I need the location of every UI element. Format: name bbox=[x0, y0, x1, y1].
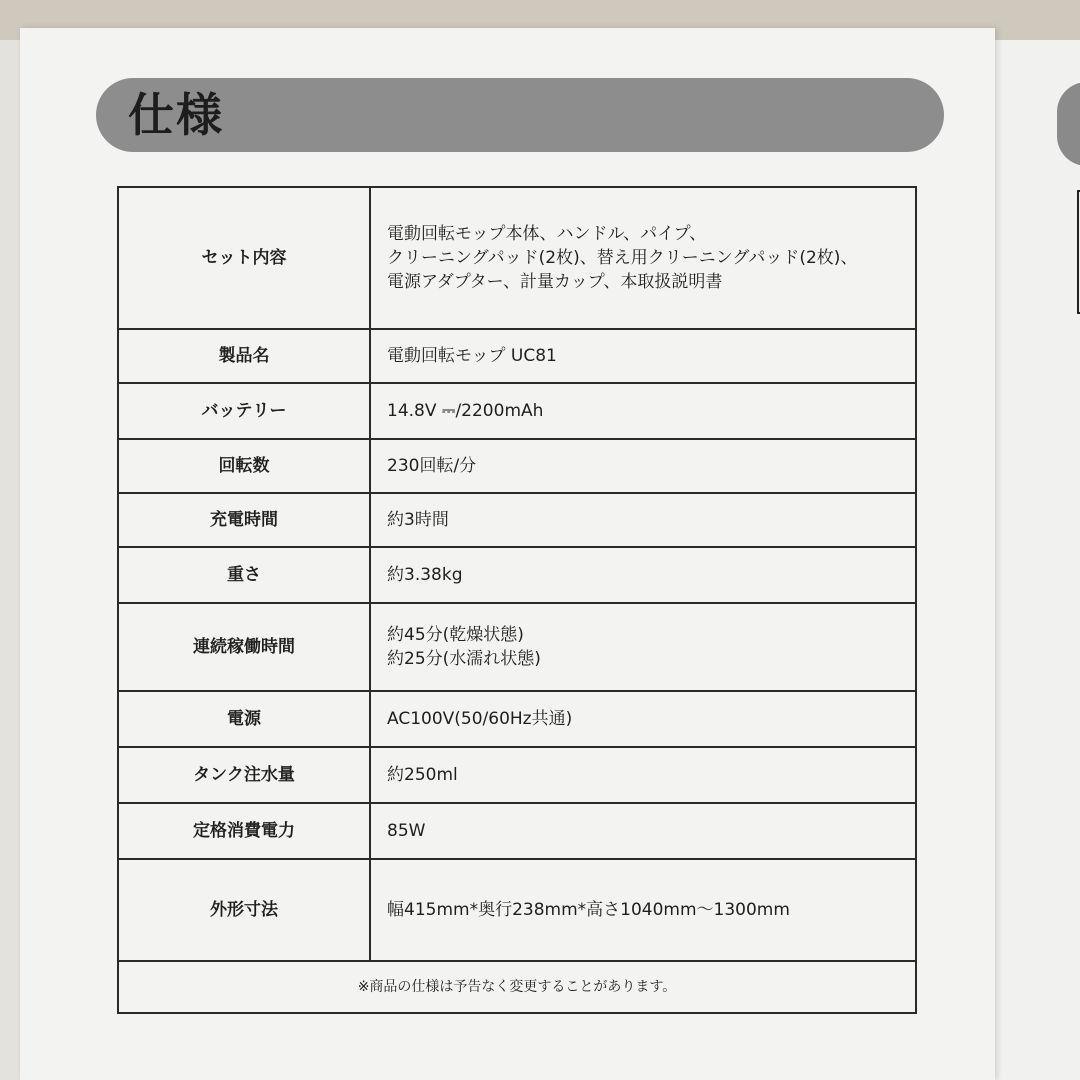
spec-value-line: クリーニングパッド(2枚)、替え用クリーニングパッド(2枚)、 bbox=[387, 248, 858, 268]
spec-label: セット内容 bbox=[118, 187, 370, 329]
spec-label: 連続稼働時間 bbox=[118, 603, 370, 691]
spec-value-line: 約3.38kg bbox=[387, 565, 463, 585]
spec-row-note bbox=[118, 961, 916, 1013]
spec-value-line: 230回転/分 bbox=[387, 456, 477, 476]
spec-label: 電源 bbox=[118, 691, 370, 747]
spec-value-line: 14.8V ⎓/2200mAh bbox=[387, 401, 544, 421]
spec-value-line: 電動回転モップ UC81 bbox=[387, 346, 557, 366]
spec-row-tank-capacity bbox=[118, 747, 916, 803]
spec-label: バッテリー bbox=[118, 383, 370, 439]
spec-label: タンク注水量 bbox=[118, 747, 370, 803]
facing-page bbox=[980, 40, 1080, 1080]
spec-label: 製品名 bbox=[118, 329, 370, 383]
spec-label: 外形寸法 bbox=[118, 859, 370, 961]
page-title: 仕様 bbox=[128, 88, 224, 142]
spec-label: 回転数 bbox=[118, 439, 370, 493]
spec-value bbox=[370, 603, 916, 691]
spec-value-line: 85W bbox=[387, 821, 426, 841]
spec-value bbox=[370, 493, 916, 547]
spec-table bbox=[117, 186, 917, 1014]
spec-row-set-contents bbox=[118, 187, 916, 329]
spec-row-weight bbox=[118, 547, 916, 603]
spec-label: 充電時間 bbox=[118, 493, 370, 547]
spec-label: 重さ bbox=[118, 547, 370, 603]
spec-row-charge-time bbox=[118, 493, 916, 547]
spec-value-line: 約45分(乾燥状態) bbox=[387, 625, 524, 645]
spec-value bbox=[370, 859, 916, 961]
spec-note: ※商品の仕様は予告なく変更することがあります。 bbox=[118, 961, 916, 1013]
spec-row-rated-power bbox=[118, 803, 916, 859]
spec-row-battery bbox=[118, 383, 916, 439]
spec-value-line: 電動回転モップ本体、ハンドル、パイプ、 bbox=[387, 224, 707, 244]
spec-row-product-name bbox=[118, 329, 916, 383]
spec-value bbox=[370, 187, 916, 329]
spec-row-dimensions bbox=[118, 859, 916, 961]
spec-value bbox=[370, 803, 916, 859]
spec-value-line: 約250ml bbox=[387, 765, 458, 785]
spec-value-line: 約25分(水濡れ状態) bbox=[387, 649, 541, 669]
spec-value bbox=[370, 383, 916, 439]
spec-row-rotation bbox=[118, 439, 916, 493]
spec-value bbox=[370, 329, 916, 383]
spec-value-line: 約3時間 bbox=[387, 510, 449, 530]
spec-row-power-source bbox=[118, 691, 916, 747]
facing-page-tab bbox=[1057, 82, 1080, 166]
spec-value bbox=[370, 691, 916, 747]
spec-row-runtime bbox=[118, 603, 916, 691]
spec-value bbox=[370, 439, 916, 493]
spec-value bbox=[370, 747, 916, 803]
spec-value bbox=[370, 547, 916, 603]
spec-label: 定格消費電力 bbox=[118, 803, 370, 859]
spec-value-line: 幅415mm*奥行238mm*高さ1040mm〜1300mm bbox=[387, 900, 790, 920]
spec-value-line: AC100V(50/60Hz共通) bbox=[387, 709, 573, 729]
spec-value-line: 電源アダプター、計量カップ、本取扱説明書 bbox=[387, 272, 723, 292]
